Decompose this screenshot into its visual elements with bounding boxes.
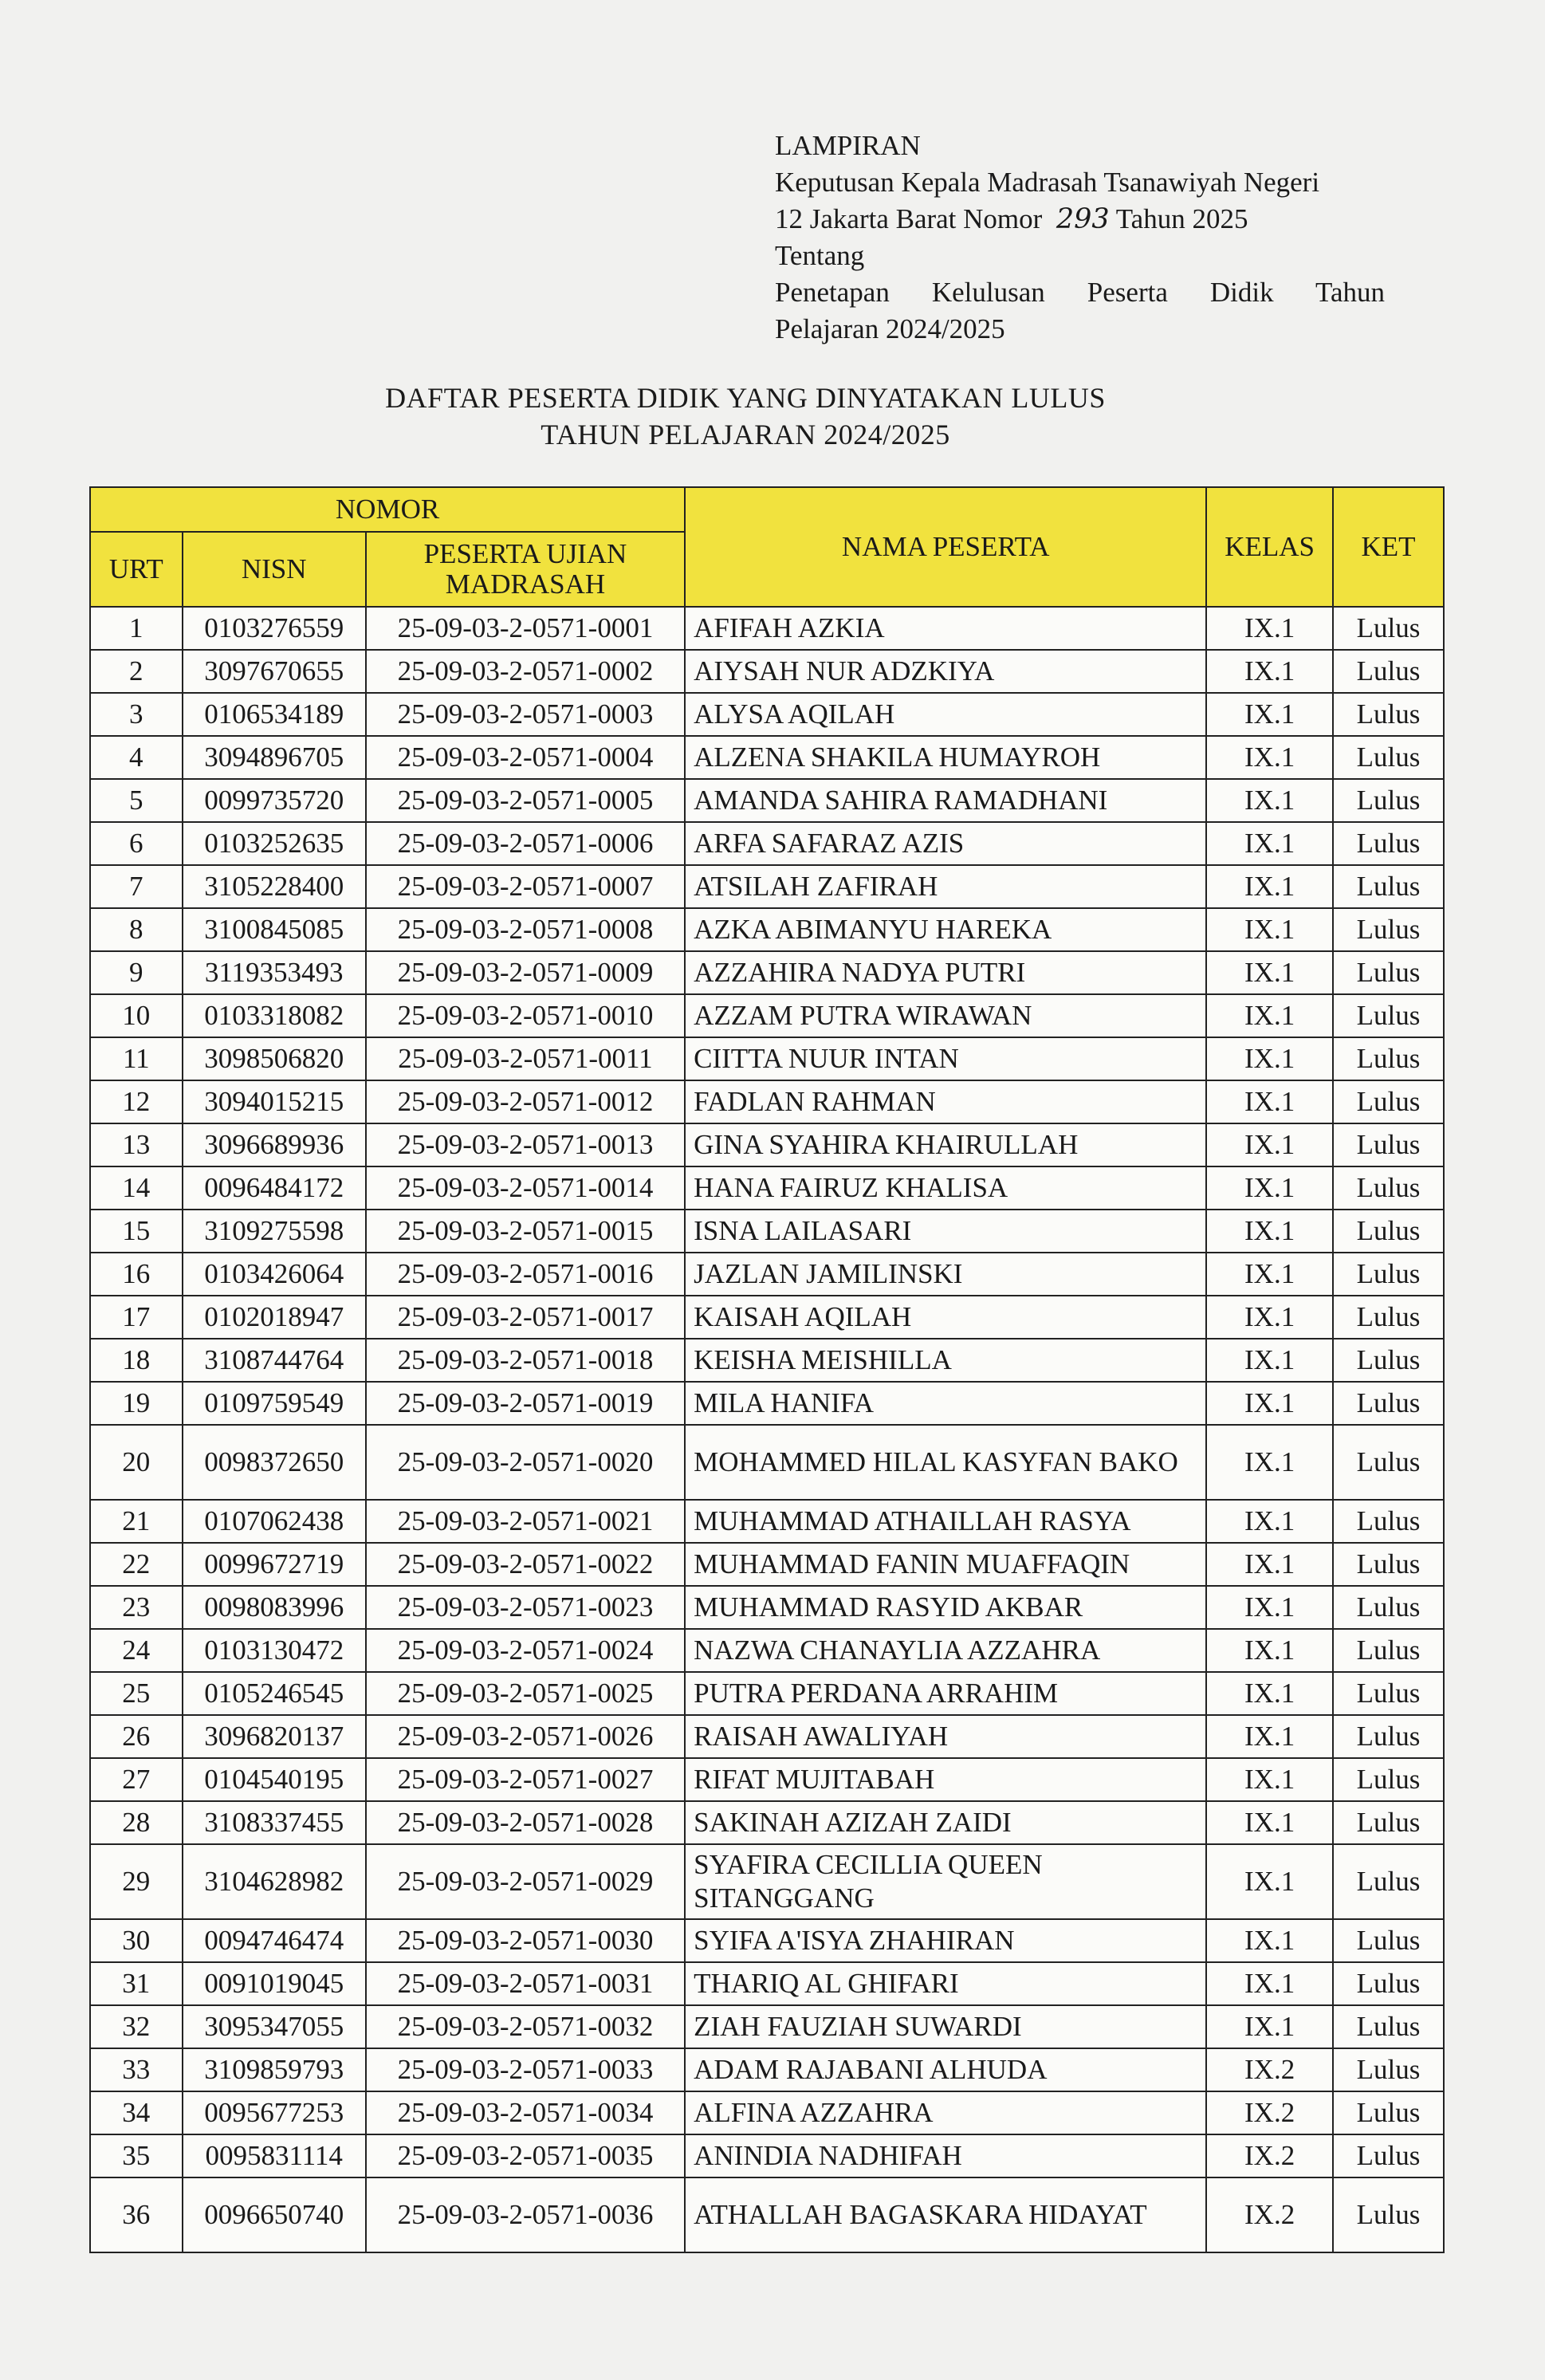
cell-urt: 8	[90, 908, 183, 951]
table-row	[90, 1210, 1444, 1253]
cell-nisn: 3108744764	[183, 1339, 366, 1382]
cell-kelas: IX.1	[1206, 1844, 1333, 1919]
cell-ket: Lulus	[1333, 1844, 1444, 1919]
table-row	[90, 1629, 1444, 1672]
cell-nomor-ujian: 25-09-03-2-0571-0004	[366, 736, 685, 779]
cell-urt: 11	[90, 1037, 183, 1080]
cell-urt: 1	[90, 607, 183, 650]
cell-ket: Lulus	[1333, 736, 1444, 779]
cell-urt: 16	[90, 1253, 183, 1296]
cell-nisn: 0106534189	[183, 693, 366, 736]
cell-nama: MUHAMMAD ATHAILLAH RASYA	[685, 1500, 1206, 1543]
cell-ket: Lulus	[1333, 865, 1444, 908]
lampiran-title: LAMPIRAN	[775, 130, 921, 161]
cell-nisn: 0098372650	[183, 1425, 366, 1500]
cell-nama: MUHAMMAD RASYID AKBAR	[685, 1586, 1206, 1629]
cell-nisn: 0103426064	[183, 1253, 366, 1296]
cell-nisn: 0103130472	[183, 1629, 366, 1672]
table-row	[90, 1919, 1444, 1962]
cell-urt: 22	[90, 1543, 183, 1586]
table-row	[90, 1844, 1444, 1919]
cell-kelas: IX.1	[1206, 822, 1333, 865]
cell-kelas: IX.2	[1206, 2048, 1333, 2091]
cell-nomor-ujian: 25-09-03-2-0571-0003	[366, 693, 685, 736]
cell-nisn: 3094896705	[183, 736, 366, 779]
cell-nomor-ujian: 25-09-03-2-0571-0028	[366, 1801, 685, 1844]
cell-kelas: IX.1	[1206, 994, 1333, 1037]
cell-nomor-ujian: 25-09-03-2-0571-0012	[366, 1080, 685, 1123]
cell-nisn: 3098506820	[183, 1037, 366, 1080]
cell-kelas: IX.2	[1206, 2177, 1333, 2252]
cell-kelas: IX.1	[1206, 650, 1333, 693]
table-row	[90, 736, 1444, 779]
cell-urt: 34	[90, 2091, 183, 2134]
lampiran-block	[775, 128, 1385, 348]
header-urt: URT	[90, 532, 183, 607]
cell-ket: Lulus	[1333, 1715, 1444, 1758]
cell-nisn: 0103318082	[183, 994, 366, 1037]
cell-nomor-ujian: 25-09-03-2-0571-0010	[366, 994, 685, 1037]
lampiran-line-2	[775, 201, 1385, 238]
cell-nama: JAZLAN JAMILINSKI	[685, 1253, 1206, 1296]
cell-nomor-ujian: 25-09-03-2-0571-0030	[366, 1919, 685, 1962]
table-header	[90, 487, 1444, 607]
cell-urt: 7	[90, 865, 183, 908]
table-row	[90, 2091, 1444, 2134]
cell-nisn: 0091019045	[183, 1962, 366, 2005]
cell-nomor-ujian: 25-09-03-2-0571-0033	[366, 2048, 685, 2091]
cell-nomor-ujian: 25-09-03-2-0571-0031	[366, 1962, 685, 2005]
lampiran-line-1: Keputusan Kepala Madrasah Tsanawiyah Negeri	[775, 167, 1320, 198]
cell-nomor-ujian: 25-09-03-2-0571-0011	[366, 1037, 685, 1080]
cell-ket: Lulus	[1333, 1123, 1444, 1166]
cell-ket: Lulus	[1333, 822, 1444, 865]
cell-nisn: 0094746474	[183, 1919, 366, 1962]
cell-kelas: IX.1	[1206, 1629, 1333, 1672]
cell-urt: 19	[90, 1382, 183, 1425]
cell-ket: Lulus	[1333, 2134, 1444, 2177]
cell-nama: MUHAMMAD FANIN MUAFFAQIN	[685, 1543, 1206, 1586]
cell-nama: ARFA SAFARAZ AZIS	[685, 822, 1206, 865]
cell-nama: GINA SYAHIRA KHAIRULLAH	[685, 1123, 1206, 1166]
cell-kelas: IX.1	[1206, 1425, 1333, 1500]
cell-kelas: IX.1	[1206, 2005, 1333, 2048]
cell-nisn: 3100845085	[183, 908, 366, 951]
table-row	[90, 1037, 1444, 1080]
cell-nisn: 0103252635	[183, 822, 366, 865]
cell-nomor-ujian: 25-09-03-2-0571-0016	[366, 1253, 685, 1296]
cell-nisn: 3119353493	[183, 951, 366, 994]
cell-ket: Lulus	[1333, 1166, 1444, 1210]
cell-kelas: IX.1	[1206, 1801, 1333, 1844]
table-row	[90, 1962, 1444, 2005]
table-row	[90, 822, 1444, 865]
cell-nomor-ujian: 25-09-03-2-0571-0015	[366, 1210, 685, 1253]
cell-kelas: IX.1	[1206, 908, 1333, 951]
cell-ket: Lulus	[1333, 1801, 1444, 1844]
table-row	[90, 1543, 1444, 1586]
cell-kelas: IX.1	[1206, 1253, 1333, 1296]
table-row	[90, 1123, 1444, 1166]
table-body	[90, 607, 1444, 2252]
cell-nama: ATSILAH ZAFIRAH	[685, 865, 1206, 908]
cell-nama: MOHAMMED HILAL KASYFAN BAKO	[685, 1425, 1206, 1500]
table-row	[90, 994, 1444, 1037]
cell-ket: Lulus	[1333, 1500, 1444, 1543]
cell-nomor-ujian: 25-09-03-2-0571-0020	[366, 1425, 685, 1500]
cell-urt: 18	[90, 1339, 183, 1382]
header-peserta-ujian: PESERTA UJIAN MADRASAH	[366, 532, 685, 607]
header-kelas: KELAS	[1206, 487, 1333, 607]
handwritten-nomor: 293	[1056, 203, 1110, 235]
cell-nama: SAKINAH AZIZAH ZAIDI	[685, 1801, 1206, 1844]
cell-nisn: 3096820137	[183, 1715, 366, 1758]
cell-kelas: IX.1	[1206, 1962, 1333, 2005]
cell-nama: RAISAH AWALIYAH	[685, 1715, 1206, 1758]
cell-nama: RIFAT MUJITABAH	[685, 1758, 1206, 1801]
cell-urt: 4	[90, 736, 183, 779]
cell-nisn: 0095677253	[183, 2091, 366, 2134]
cell-ket: Lulus	[1333, 607, 1444, 650]
cell-urt: 14	[90, 1166, 183, 1210]
cell-nomor-ujian: 25-09-03-2-0571-0024	[366, 1629, 685, 1672]
lampiran-line-5: Pelajaran 2024/2025	[775, 313, 1005, 344]
cell-kelas: IX.1	[1206, 951, 1333, 994]
lampiran-line-2-suffix: Tahun 2025	[1115, 203, 1248, 234]
table-row	[90, 865, 1444, 908]
cell-nomor-ujian: 25-09-03-2-0571-0006	[366, 822, 685, 865]
cell-ket: Lulus	[1333, 2177, 1444, 2252]
cell-urt: 33	[90, 2048, 183, 2091]
cell-urt: 21	[90, 1500, 183, 1543]
cell-nomor-ujian: 25-09-03-2-0571-0007	[366, 865, 685, 908]
cell-kelas: IX.2	[1206, 2091, 1333, 2134]
cell-ket: Lulus	[1333, 1672, 1444, 1715]
cell-ket: Lulus	[1333, 2005, 1444, 2048]
table-row	[90, 1339, 1444, 1382]
cell-nomor-ujian: 25-09-03-2-0571-0021	[366, 1500, 685, 1543]
lampiran-line-4: Penetapan Kelulusan Peserta Didik Tahun	[775, 277, 1385, 308]
cell-nisn: 0104540195	[183, 1758, 366, 1801]
cell-nisn: 0107062438	[183, 1500, 366, 1543]
table-row	[90, 1080, 1444, 1123]
cell-urt: 6	[90, 822, 183, 865]
cell-nama: SYIFA A'ISYA ZHAHIRAN	[685, 1919, 1206, 1962]
cell-nama: ZIAH FAUZIAH SUWARDI	[685, 2005, 1206, 2048]
cell-nomor-ujian: 25-09-03-2-0571-0032	[366, 2005, 685, 2048]
cell-nama: SYAFIRA CECILLIA QUEEN SITANGGANG	[685, 1844, 1206, 1919]
table-row	[90, 1296, 1444, 1339]
cell-ket: Lulus	[1333, 908, 1444, 951]
cell-nisn: 3108337455	[183, 1801, 366, 1844]
cell-nisn: 3109859793	[183, 2048, 366, 2091]
cell-urt: 15	[90, 1210, 183, 1253]
table-row	[90, 1500, 1444, 1543]
cell-ket: Lulus	[1333, 693, 1444, 736]
cell-nomor-ujian: 25-09-03-2-0571-0019	[366, 1382, 685, 1425]
cell-nama: ANINDIA NADHIFAH	[685, 2134, 1206, 2177]
cell-nomor-ujian: 25-09-03-2-0571-0001	[366, 607, 685, 650]
cell-urt: 32	[90, 2005, 183, 2048]
cell-nisn: 0096484172	[183, 1166, 366, 1210]
cell-urt: 9	[90, 951, 183, 994]
cell-nisn: 0103276559	[183, 607, 366, 650]
cell-urt: 17	[90, 1296, 183, 1339]
cell-kelas: IX.1	[1206, 693, 1333, 736]
cell-nomor-ujian: 25-09-03-2-0571-0005	[366, 779, 685, 822]
cell-kelas: IX.1	[1206, 1123, 1333, 1166]
cell-ket: Lulus	[1333, 1339, 1444, 1382]
cell-kelas: IX.1	[1206, 1715, 1333, 1758]
table-row	[90, 1425, 1444, 1500]
cell-urt: 31	[90, 1962, 183, 2005]
table-row	[90, 1758, 1444, 1801]
table-row	[90, 779, 1444, 822]
cell-kelas: IX.1	[1206, 1758, 1333, 1801]
table-row	[90, 2005, 1444, 2048]
cell-kelas: IX.1	[1206, 1919, 1333, 1962]
cell-nomor-ujian: 25-09-03-2-0571-0008	[366, 908, 685, 951]
cell-urt: 13	[90, 1123, 183, 1166]
cell-ket: Lulus	[1333, 650, 1444, 693]
cell-ket: Lulus	[1333, 1586, 1444, 1629]
cell-ket: Lulus	[1333, 779, 1444, 822]
table-row	[90, 693, 1444, 736]
cell-nama: ISNA LAILASARI	[685, 1210, 1206, 1253]
cell-nama: NAZWA CHANAYLIA AZZAHRA	[685, 1629, 1206, 1672]
cell-nisn: 0099672719	[183, 1543, 366, 1586]
cell-ket: Lulus	[1333, 1425, 1444, 1500]
cell-nama: THARIQ AL GHIFARI	[685, 1962, 1206, 2005]
cell-urt: 27	[90, 1758, 183, 1801]
table-row	[90, 607, 1444, 650]
cell-urt: 35	[90, 2134, 183, 2177]
cell-ket: Lulus	[1333, 1962, 1444, 2005]
cell-nama: CIITTA NUUR INTAN	[685, 1037, 1206, 1080]
cell-nomor-ujian: 25-09-03-2-0571-0014	[366, 1166, 685, 1210]
cell-ket: Lulus	[1333, 1037, 1444, 1080]
table-row	[90, 1382, 1444, 1425]
header-ket: KET	[1333, 487, 1444, 607]
table-row	[90, 1801, 1444, 1844]
cell-kelas: IX.1	[1206, 607, 1333, 650]
header-nisn: NISN	[183, 532, 366, 607]
cell-kelas: IX.1	[1206, 1210, 1333, 1253]
header-nomor: NOMOR	[90, 487, 685, 532]
cell-ket: Lulus	[1333, 2048, 1444, 2091]
cell-kelas: IX.1	[1206, 779, 1333, 822]
cell-ket: Lulus	[1333, 1296, 1444, 1339]
cell-nomor-ujian: 25-09-03-2-0571-0009	[366, 951, 685, 994]
cell-kelas: IX.1	[1206, 1500, 1333, 1543]
cell-nisn: 3094015215	[183, 1080, 366, 1123]
cell-ket: Lulus	[1333, 1919, 1444, 1962]
cell-nomor-ujian: 25-09-03-2-0571-0029	[366, 1844, 685, 1919]
cell-urt: 12	[90, 1080, 183, 1123]
cell-urt: 26	[90, 1715, 183, 1758]
cell-kelas: IX.1	[1206, 1166, 1333, 1210]
cell-nomor-ujian: 25-09-03-2-0571-0035	[366, 2134, 685, 2177]
table-row	[90, 1586, 1444, 1629]
table-row	[90, 2134, 1444, 2177]
cell-nama: MILA HANIFA	[685, 1382, 1206, 1425]
cell-nomor-ujian: 25-09-03-2-0571-0023	[366, 1586, 685, 1629]
cell-nisn: 0095831114	[183, 2134, 366, 2177]
cell-ket: Lulus	[1333, 1080, 1444, 1123]
cell-kelas: IX.2	[1206, 2134, 1333, 2177]
cell-nomor-ujian: 25-09-03-2-0571-0025	[366, 1672, 685, 1715]
cell-urt: 23	[90, 1586, 183, 1629]
cell-urt: 36	[90, 2177, 183, 2252]
cell-nisn: 3096689936	[183, 1123, 366, 1166]
cell-ket: Lulus	[1333, 1210, 1444, 1253]
cell-kelas: IX.1	[1206, 1543, 1333, 1586]
cell-nama: ATHALLAH BAGASKARA HIDAYAT	[685, 2177, 1206, 2252]
cell-kelas: IX.1	[1206, 1672, 1333, 1715]
cell-ket: Lulus	[1333, 994, 1444, 1037]
cell-ket: Lulus	[1333, 2091, 1444, 2134]
cell-nisn: 3104628982	[183, 1844, 366, 1919]
cell-urt: 28	[90, 1801, 183, 1844]
cell-nomor-ujian: 25-09-03-2-0571-0022	[366, 1543, 685, 1586]
cell-urt: 2	[90, 650, 183, 693]
cell-ket: Lulus	[1333, 1758, 1444, 1801]
cell-nisn: 3105228400	[183, 865, 366, 908]
cell-nama: ALFINA AZZAHRA	[685, 2091, 1206, 2134]
cell-urt: 5	[90, 779, 183, 822]
lampiran-line-2-prefix: 12 Jakarta Barat Nomor	[775, 203, 1043, 234]
lampiran-tentang: Tentang	[775, 240, 865, 271]
graduates-table	[89, 486, 1445, 2253]
cell-nama: AFIFAH AZKIA	[685, 607, 1206, 650]
cell-nama: AZZAHIRA NADYA PUTRI	[685, 951, 1206, 994]
table-row	[90, 908, 1444, 951]
cell-kelas: IX.1	[1206, 1080, 1333, 1123]
table-row	[90, 1672, 1444, 1715]
cell-kelas: IX.1	[1206, 1296, 1333, 1339]
cell-nama: PUTRA PERDANA ARRAHIM	[685, 1672, 1206, 1715]
cell-nomor-ujian: 25-09-03-2-0571-0018	[366, 1339, 685, 1382]
cell-ket: Lulus	[1333, 1543, 1444, 1586]
cell-nisn: 0109759549	[183, 1382, 366, 1425]
cell-nama: AZKA ABIMANYU HAREKA	[685, 908, 1206, 951]
cell-nama: AMANDA SAHIRA RAMADHANI	[685, 779, 1206, 822]
table-row	[90, 1715, 1444, 1758]
document-title: DAFTAR PESERTA DIDIK YANG DINYATAKAN LULUS	[385, 382, 1106, 414]
header-nama: NAMA PESERTA	[685, 487, 1206, 607]
cell-nama: ALYSA AQILAH	[685, 693, 1206, 736]
cell-nomor-ujian: 25-09-03-2-0571-0027	[366, 1758, 685, 1801]
cell-ket: Lulus	[1333, 1382, 1444, 1425]
cell-nama: ADAM RAJABANI ALHUDA	[685, 2048, 1206, 2091]
cell-nomor-ujian: 25-09-03-2-0571-0017	[366, 1296, 685, 1339]
cell-nama: HANA FAIRUZ KHALISA	[685, 1166, 1206, 1210]
cell-nisn: 0102018947	[183, 1296, 366, 1339]
table-row	[90, 2048, 1444, 2091]
cell-kelas: IX.1	[1206, 865, 1333, 908]
table-row	[90, 650, 1444, 693]
cell-urt: 24	[90, 1629, 183, 1672]
cell-urt: 30	[90, 1919, 183, 1962]
cell-kelas: IX.1	[1206, 736, 1333, 779]
cell-nomor-ujian: 25-09-03-2-0571-0034	[366, 2091, 685, 2134]
cell-kelas: IX.1	[1206, 1586, 1333, 1629]
cell-nama: AZZAM PUTRA WIRAWAN	[685, 994, 1206, 1037]
cell-urt: 10	[90, 994, 183, 1037]
document-subtitle: TAHUN PELAJARAN 2024/2025	[541, 419, 950, 450]
table-row	[90, 1166, 1444, 1210]
cell-nomor-ujian: 25-09-03-2-0571-0013	[366, 1123, 685, 1166]
cell-nisn: 0096650740	[183, 2177, 366, 2252]
cell-ket: Lulus	[1333, 1253, 1444, 1296]
cell-nisn: 3109275598	[183, 1210, 366, 1253]
cell-kelas: IX.1	[1206, 1037, 1333, 1080]
table-row	[90, 1253, 1444, 1296]
cell-nama: FADLAN RAHMAN	[685, 1080, 1206, 1123]
cell-ket: Lulus	[1333, 1629, 1444, 1672]
table-row	[90, 951, 1444, 994]
cell-urt: 3	[90, 693, 183, 736]
cell-nisn: 0099735720	[183, 779, 366, 822]
cell-nisn: 3095347055	[183, 2005, 366, 2048]
cell-nama: KEISHA MEISHILLA	[685, 1339, 1206, 1382]
cell-nama: KAISAH AQILAH	[685, 1296, 1206, 1339]
cell-urt: 25	[90, 1672, 183, 1715]
cell-urt: 20	[90, 1425, 183, 1500]
cell-nomor-ujian: 25-09-03-2-0571-0036	[366, 2177, 685, 2252]
table-row	[90, 2177, 1444, 2252]
cell-nisn: 0105246545	[183, 1672, 366, 1715]
cell-kelas: IX.1	[1206, 1339, 1333, 1382]
cell-nomor-ujian: 25-09-03-2-0571-0002	[366, 650, 685, 693]
cell-nisn: 3097670655	[183, 650, 366, 693]
cell-ket: Lulus	[1333, 951, 1444, 994]
cell-nama: AIYSAH NUR ADZKIYA	[685, 650, 1206, 693]
cell-urt: 29	[90, 1844, 183, 1919]
cell-nomor-ujian: 25-09-03-2-0571-0026	[366, 1715, 685, 1758]
cell-nisn: 0098083996	[183, 1586, 366, 1629]
cell-kelas: IX.1	[1206, 1382, 1333, 1425]
cell-nama: ALZENA SHAKILA HUMAYROH	[685, 736, 1206, 779]
